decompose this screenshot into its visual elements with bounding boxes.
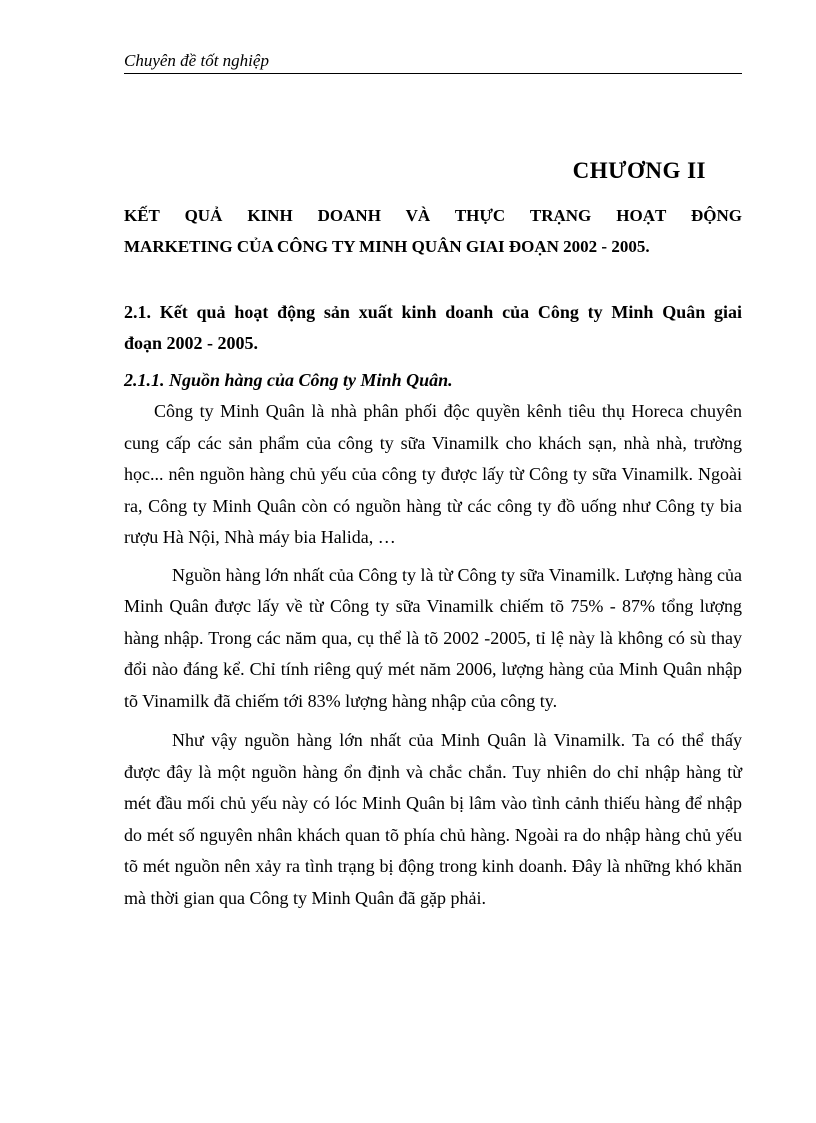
chapter-label: CHƯƠNG II [572, 158, 706, 183]
subsection-heading: 2.1.1. Nguồn hàng của Công ty Minh Quân. [124, 370, 453, 390]
chapter-title-line-1: KẾT QUẢ KINH DOANH VÀ THỰC TRẠNG HOẠT ĐỘNG [124, 206, 742, 225]
section-heading [124, 297, 742, 359]
chapter-title [124, 200, 742, 262]
chapter-title-line-2: MARKETING CỦA CÔNG TY MINH QUÂN GIAI ĐOẠN 2002 - 2005. [124, 237, 650, 256]
body-text [124, 396, 742, 914]
section-heading-line-1: 2.1. Kết quả hoạt động sản xuất kinh doanh của Công ty Minh Quân giai [124, 302, 742, 322]
running-header: Chuyên đề tốt nghiệp [124, 50, 742, 74]
section-heading-line-2: đoạn 2002 - 2005. [124, 333, 259, 353]
paragraph: Nguồn hàng lớn nhất của Công ty là từ Công ty sữa Vinamilk. Lượng hàng của Minh Quân được lấy về từ Công ty sữa Vinamilk chiếm tõ 75% - 87% tổng lượng hàng nhập. Trong các năm qua, cụ thể là tõ 2002 -2005, tỉ lệ này là không có sù thay đổi nào đáng kể. Chỉ tính riêng quý mét năm 2006, lượng hàng của Minh Quân nhập tõ Vinamilk đã chiếm tới 83% lượng hàng nhập của công ty. [124, 564, 742, 711]
paragraph: Công ty Minh Quân là nhà phân phối độc quyền kênh tiêu thụ Horeca chuyên cung cấp các sản phẩm của công ty sữa Vinamilk cho khách sạn, nhà nhà, trường học... nên nguồn hàng chủ yếu của công ty được lấy từ Công ty sữa Vinamilk. Ngoài ra, Công ty Minh Quân còn có nguồn hàng từ các công ty đồ uống như Công ty bia rượu Hà Nội, Nhà máy bia Halida, … [124, 401, 742, 547]
paragraph: Như vậy nguồn hàng lớn nhất của Minh Quân là Vinamilk. Ta có thể thấy được đây là một nguồn hàng ổn định và chắc chắn. Tuy nhiên do chỉ nhập hàng từ mét đầu mối chủ yếu này có lóc Minh Quân bị lâm vào tình cảnh thiếu hàng để nhập do mét số nguyên nhân khách quan tõ phía chủ hàng. Ngoài ra do nhập hàng chủ yếu tõ mét nguồn nên xảy ra tình trạng bị động trong kinh doanh. Đây là những khó khăn mà thời gian qua Công ty Minh Quân đã gặp phải. [124, 730, 742, 908]
